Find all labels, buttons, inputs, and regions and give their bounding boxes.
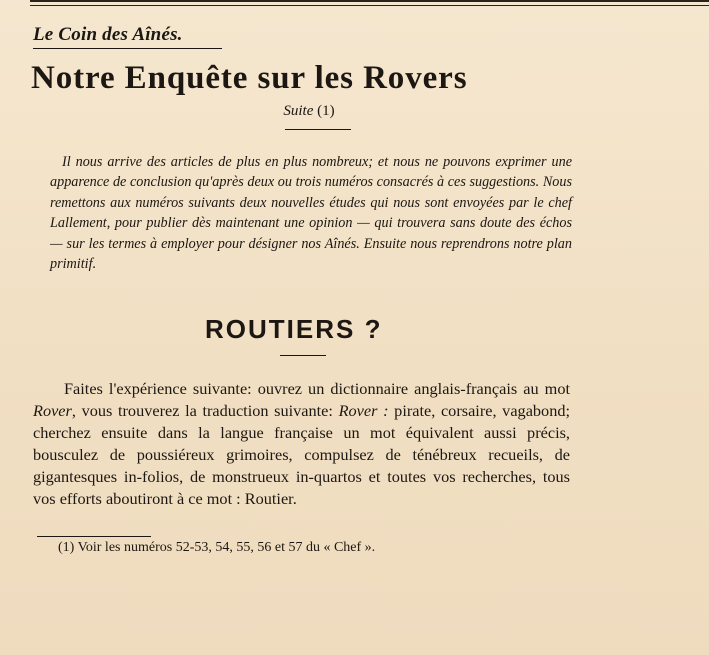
top-border-rule [30, 0, 709, 6]
rubric-underline [33, 48, 222, 49]
column-rubric: Le Coin des Aînés. [33, 24, 183, 45]
section-heading: ROUTIERS ? [205, 314, 383, 344]
article-title: Notre Enquête sur les Rovers [31, 60, 468, 96]
section-divider [280, 355, 326, 356]
footnote: (1) Voir les numéros 52-53, 54, 55, 56 et 57 du « Chef ». [58, 540, 376, 555]
article-body-paragraph [33, 378, 570, 509]
footnote-rule [37, 536, 151, 537]
title-divider [285, 129, 351, 130]
subtitle-word: Suite [283, 103, 314, 119]
footnote-reference: (1) [317, 103, 335, 119]
body-text-part-3: pirate, corsaire, vagabond; cherchez ensuite dans la langue française un mot équivalent aussi précis, bousculez de poussiéreux grimoires, compulsez de ténébreux recueils, de gigantesques in-folios, de monstrueux in-quartos et toutes vos recherches, tous vos efforts aboutiront à ce mot : Routier. [33, 400, 571, 508]
article-subtitle [0, 103, 618, 120]
editorial-introduction: Il nous arrive des articles de plus en plus nombreux; et nous ne pouvons exprimer une apparence de conclusion qu'après deux ou trois numéros consacrés à ces suggestions. Nous remettons aux numéros suivants deux nouvelles études qui nous sont envoyées par le chef Lallement, pour publier dès maintenant une opinion — qui trouvera sans doute des échos — sur les termes à employer pour désigner nos Aînés. Ensuite nous reprendrons notre plan primitif. [50, 154, 572, 273]
term-rover: Rover [33, 400, 72, 420]
body-text-part-1: Faites l'expérience suivante: ouvrez un dictionnaire anglais-français au mot [64, 379, 570, 398]
body-text-part-2: , vous trouverez la traduction suivante: [71, 400, 339, 420]
term-rover-definition: Rover : [338, 400, 389, 420]
